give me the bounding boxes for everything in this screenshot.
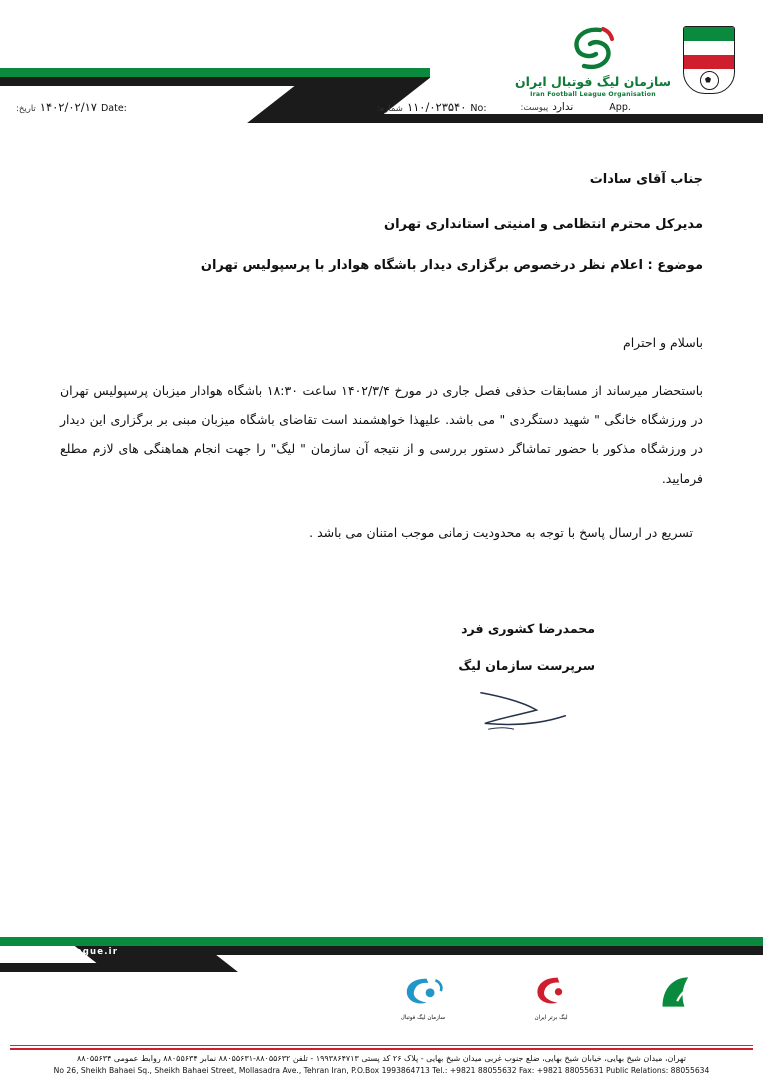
organisation-logo [513, 26, 673, 98]
header-green-stripe-left [0, 68, 330, 77]
footer-logo-2-caption: لیگ برتر ایران [534, 1015, 568, 1021]
footer-address-en: No 26, Sheikh Bahaei Sq., Sheikh Bahaei Street, Mollasadra Ave., Tehran Iran, P.O.Box 1993864713 Tel.: +9821 88055632 Fax: +9821 88055631 Public Relations: 88055634 [53, 1066, 710, 1075]
footer-address-fa: تهران، میدان شیخ بهایی، خیابان شیخ بهایی، ضلع جنوب غربی میدان شیخ بهایی - پلاک ۲۶ کد پستی ۱۹۹۳۸۶۴۷۱۳ - تلفن ۸۸۰۵۵۶۳۲-۸۸۰۵۵۶۳۱ نمابر ۸۸۰۵۵۶۳۴ روابط عمومی ۸۸۰۵۵۶۳۴ [77, 1054, 686, 1063]
letterhead-footer [0, 935, 763, 1080]
footer-black-stripe-right [196, 946, 763, 955]
signer-name: محمدرضا کشوری فرد [461, 620, 595, 636]
footer-divider-green [10, 1045, 753, 1047]
meta-date [16, 100, 127, 114]
meta-number-label-en: No: [470, 103, 487, 114]
letter-body-paragraph: باستحضار میرساند از مسابقات حذفی فصل جاری در مورخ ۱۴۰۲/۳/۴ ساعت ۱۸:۳۰ باشگاه هوادار میزبان پرسپولیس تهران در ورزشگاه خانگی " شهید دستگردی " می باشد. علیهذا خواهشمند است تقاضای باشگاه میزبان مبنی بر برگزاری این دیدار در ورزشگاه مذکور با حضور تماشاگر دستور بررسی و از نتیجه آن سازمان " لیگ" را جهت انجام هماهنگی های لازم مطلع فرمایید. [60, 382, 703, 486]
letter-meta-row [0, 96, 763, 118]
letter-salutation: باسلام و احترام [622, 334, 703, 350]
meta-number-value: ۱۱۰/۰۲۳۵۴۰ [406, 100, 467, 114]
footer-green-stripe-right [258, 937, 763, 946]
addressee-role: مدیرکل محترم انتظامی و امنیتی استانداری تهران [383, 216, 703, 232]
meta-attachment-value: ندارد [552, 101, 574, 113]
meta-date-label-fa: تاریخ: [16, 104, 36, 114]
signer-role: سرپرست سازمان لیگ [458, 657, 595, 673]
footer-green-stripe-left [0, 937, 180, 946]
meta-date-label-en: Date: [100, 103, 127, 114]
header-black-stripe-left [0, 77, 318, 86]
addressee-title: جناب آقای سادات [589, 172, 703, 187]
meta-attachment-label-fa: پیوست: [520, 103, 549, 113]
iran-flag-icon [684, 27, 734, 69]
organisation-name-en: Iran Football League Organisation [530, 91, 656, 98]
footer-divider [10, 1045, 753, 1050]
meta-number [377, 100, 487, 114]
letter-closing-paragraph: تسریع در ارسال پاسخ با توجه به محدودیت زمانی موجب امتنان می باشد . [309, 525, 693, 541]
letter-subject: موضوع : اعلام نظر درخصوص برگزاری دیدار باشگاه هوادار با پرسپولیس تهران [200, 257, 703, 273]
meta-app [609, 102, 631, 113]
handwritten-signature-icon [60, 687, 595, 733]
footer-sponsor-logos [355, 973, 715, 1025]
organisation-name-fa: سازمان لیگ فوتبال ایران [515, 74, 671, 89]
meta-app-label-en: App. [609, 101, 631, 113]
footer-logo-3-caption: سازمان لیگ فوتبال [400, 1015, 446, 1021]
signature-block [60, 621, 703, 733]
footer-logo-1 [643, 973, 715, 1017]
footer-divider-red [10, 1048, 753, 1050]
meta-number-label-fa: شماره: [376, 104, 403, 114]
league-swirl-icon [570, 26, 616, 72]
footer-logo-3 [387, 973, 459, 1022]
meta-attachment [521, 101, 574, 113]
letterhead-header [0, 0, 763, 140]
football-icon [700, 71, 719, 90]
meta-date-value: ۱۴۰۲/۰۲/۱۷ [39, 100, 97, 114]
federation-badge-icon [683, 26, 735, 94]
footer-website[interactable]: www.iranleague.ir [10, 947, 119, 957]
letter-body [0, 170, 763, 733]
footer-logo-2 [515, 973, 587, 1022]
